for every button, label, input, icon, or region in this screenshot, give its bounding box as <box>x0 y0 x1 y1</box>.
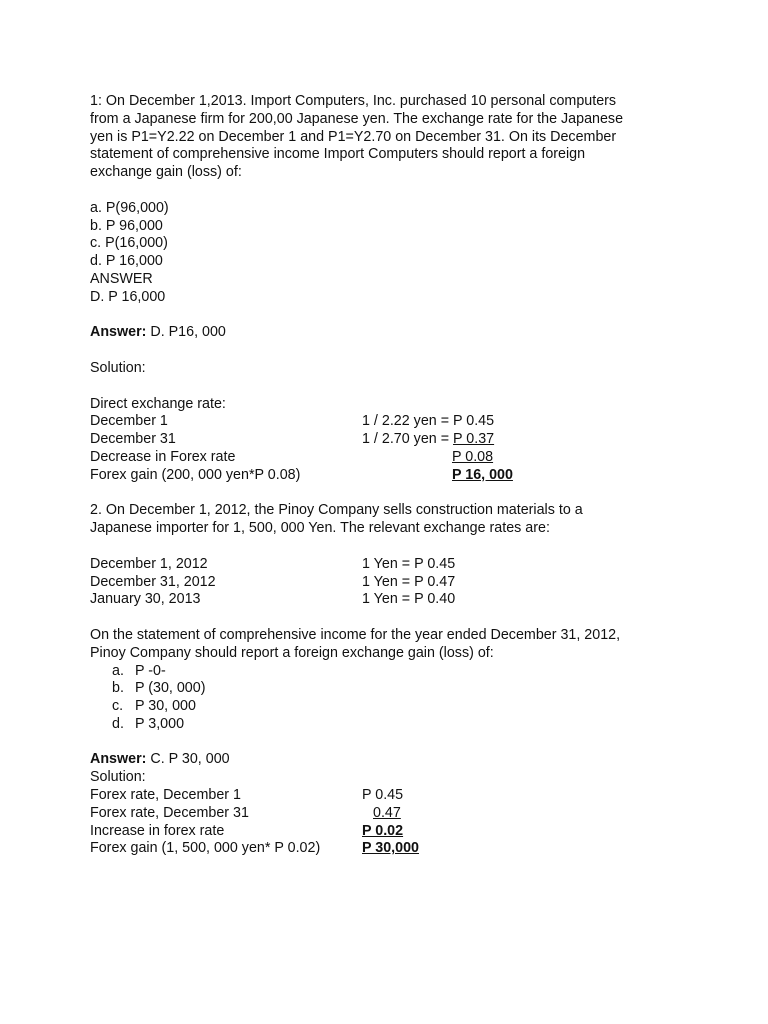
choice-text: P 3,000 <box>135 715 185 732</box>
rate-date: January 30, 2013 <box>90 591 201 608</box>
question-2-statement <box>90 627 690 663</box>
rate-row <box>90 574 690 592</box>
solution-row <box>90 805 690 823</box>
row-label: Increase in forex rate <box>90 822 225 839</box>
row-value: 1 / 2.22 yen = P 0.45 <box>362 413 495 430</box>
solution-row <box>90 413 690 431</box>
choice-a: a. P(96,000) <box>90 199 169 216</box>
solution-row <box>90 467 690 485</box>
choice-b: b. P 96,000 <box>90 217 163 234</box>
choice-c: c. P(16,000) <box>90 235 168 252</box>
question-1-line: yen is P1=Y2.22 on December 1 and P1=Y2.70 on December 31. On its December <box>90 128 617 145</box>
solution-row <box>90 787 690 805</box>
document-page <box>90 93 690 858</box>
question-1-line: statement of comprehensive income Import Computers should report a foreign <box>90 146 586 163</box>
choice-marker: b. <box>112 680 124 697</box>
statement-line: Pinoy Company should report a foreign exchange gain (loss) of: <box>90 644 494 661</box>
row-value: P 0.02 <box>362 822 404 839</box>
row-value-prefix: 1 / 2.70 yen = <box>362 431 454 448</box>
rate-date: December 31, 2012 <box>90 573 216 590</box>
row-value: P 0.08 <box>452 448 494 465</box>
question-1-solution-table <box>90 396 690 485</box>
row-value: 0.47 <box>373 804 401 821</box>
row-value-underlined: P 0.37 <box>453 431 495 448</box>
rate-value: 1 Yen = P 0.47 <box>362 573 456 590</box>
row-value: P 30,000 <box>362 840 419 857</box>
row-value <box>362 431 494 449</box>
answer-label: Answer: <box>90 324 147 341</box>
question-2-text <box>90 502 690 538</box>
rate-date: December 1, 2012 <box>90 555 208 572</box>
question-2-line: 2. On December 1, 2012, the Pinoy Company sells construction materials to a <box>90 502 583 519</box>
solution-row <box>90 449 690 467</box>
answer-value: C. P 30, 000 <box>146 751 230 768</box>
row-label: December 1 <box>90 413 168 430</box>
choice-item <box>90 716 690 734</box>
row-label: Forex rate, December 31 <box>90 804 249 821</box>
choice-marker: a. <box>112 662 124 679</box>
choice-d: d. P 16,000 <box>90 253 163 270</box>
solution-row <box>90 823 690 841</box>
answer-value: D. P16, 000 <box>146 324 226 341</box>
question-2 <box>90 502 690 858</box>
answer-heading: ANSWER <box>90 270 153 287</box>
choice-text: P 30, 000 <box>135 698 196 715</box>
question-2-line: Japanese importer for 1, 500, 000 Yen. The relevant exchange rates are: <box>90 520 550 537</box>
answer-line: D. P 16,000 <box>90 288 166 305</box>
question-1-line: 1: On December 1,2013. Import Computers, Inc. purchased 10 personal computers <box>90 93 617 109</box>
solution-label: Solution: <box>90 769 146 786</box>
row-label: Forex gain (200, 000 yen*P 0.08) <box>90 466 301 483</box>
row-label: Decrease in Forex rate <box>90 448 236 465</box>
rate-value: 1 Yen = P 0.45 <box>362 555 456 572</box>
question-1-answer <box>90 324 690 342</box>
question-2-solution-table <box>90 787 690 858</box>
choice-item <box>90 680 690 698</box>
rate-row <box>90 591 690 609</box>
solution-row <box>90 431 690 449</box>
solution-row <box>90 840 690 858</box>
question-1-text <box>90 93 690 182</box>
question-2-choices <box>90 663 690 734</box>
exchange-rates-table <box>90 556 690 609</box>
question-1 <box>90 93 690 485</box>
choice-text: P -0- <box>135 662 166 679</box>
row-value: P 16, 000 <box>452 466 513 483</box>
rate-row <box>90 556 690 574</box>
row-label: Forex gain (1, 500, 000 yen* P 0.02) <box>90 840 321 857</box>
question-2-answer <box>90 751 690 769</box>
answer-label: Answer: <box>90 751 147 768</box>
choice-marker: d. <box>112 715 124 732</box>
choice-text: P (30, 000) <box>135 680 206 697</box>
question-1-line: from a Japanese firm for 200,00 Japanese yen. The exchange rate for the Japanese <box>90 110 624 127</box>
row-value: P 0.45 <box>362 787 404 804</box>
choice-item <box>90 698 690 716</box>
statement-line: On the statement of comprehensive income for the year ended December 31, 2012, <box>90 626 621 643</box>
rate-value: 1 Yen = P 0.40 <box>362 591 456 608</box>
direct-rate-label: Direct exchange rate: <box>90 395 226 412</box>
row-label: Forex rate, December 1 <box>90 787 241 804</box>
row-label: December 31 <box>90 431 176 448</box>
question-1-line: exchange gain (loss) of: <box>90 164 242 181</box>
choice-item <box>90 663 690 681</box>
question-1-choices <box>90 200 690 307</box>
solution-label: Solution: <box>90 359 146 376</box>
choice-marker: c. <box>112 698 124 715</box>
